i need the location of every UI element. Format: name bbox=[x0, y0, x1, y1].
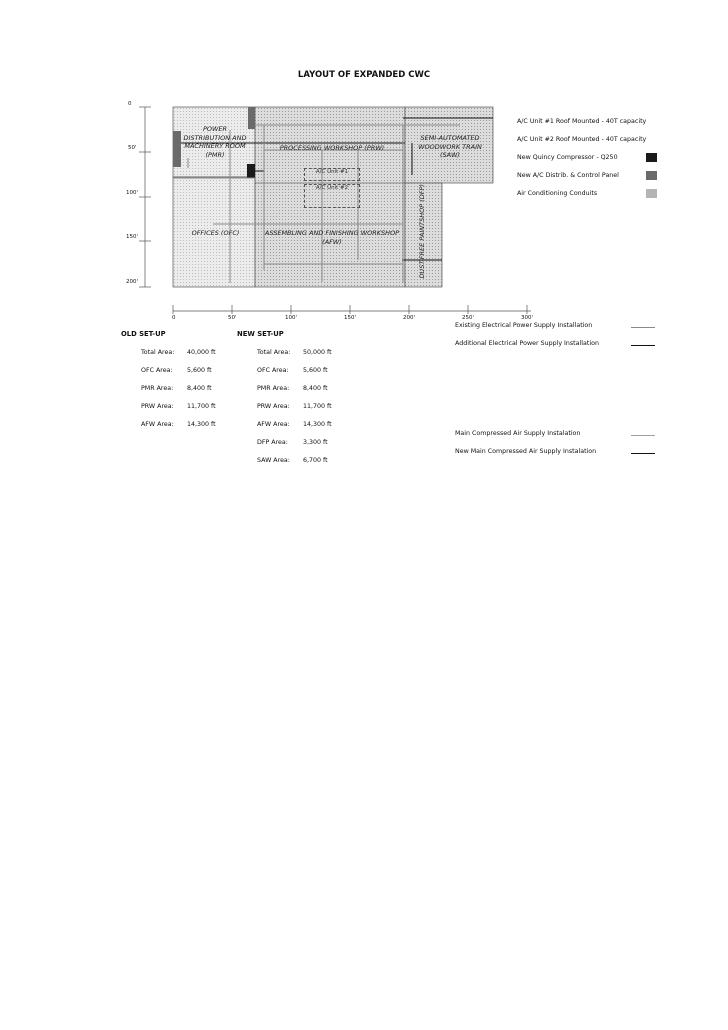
y-tick-label: 150' bbox=[126, 234, 139, 240]
old-setup-row-value: 14,300 ft bbox=[187, 421, 216, 428]
new-main-air-line bbox=[631, 453, 655, 454]
control-panel-swatch bbox=[646, 171, 657, 180]
y-tick-label: 0 bbox=[128, 101, 132, 107]
compressor-block bbox=[247, 164, 255, 178]
room-label-dfp: DUST-FREE PAINTSHOP (DFP) bbox=[417, 184, 426, 279]
existing-electrical-line bbox=[631, 327, 655, 328]
legend-ac-unit-1: A/C Unit #1 Roof Mounted - 40T capacity bbox=[517, 118, 647, 125]
y-tick-label: 50' bbox=[128, 145, 137, 151]
ac-unit-2-box bbox=[304, 184, 360, 208]
new-setup-heading: NEW SET-UP bbox=[237, 330, 284, 338]
new-setup-row-value: 14,300 ft bbox=[303, 421, 332, 428]
new-setup-row-label: SAW Area: bbox=[257, 457, 290, 464]
room-label-ofc: OFFICES (OFC) bbox=[191, 229, 240, 237]
x-tick-label: 250' bbox=[462, 315, 475, 321]
additional-electrical-line bbox=[631, 345, 655, 346]
room-label-pmr: POWER DISTRIBUTION AND MACHINERY ROOM (PMR) bbox=[183, 125, 247, 159]
y-tick-label: 100' bbox=[126, 190, 139, 196]
new-setup-row-label: AFW Area: bbox=[257, 421, 290, 428]
new-setup-row-label: DFP Area: bbox=[257, 439, 288, 446]
x-tick-label: 200' bbox=[403, 315, 416, 321]
legend-existing-electrical: Existing Electrical Power Supply Installation bbox=[455, 322, 655, 332]
old-setup-row-label: PMR Area: bbox=[141, 385, 174, 392]
main-air-line bbox=[631, 435, 655, 436]
new-setup-row-value: 11,700 ft bbox=[303, 403, 332, 410]
old-setup-row-value: 11,700 ft bbox=[187, 403, 216, 410]
new-setup-row-value: 5,600 ft bbox=[303, 367, 328, 374]
legend-ac-unit-2: A/C Unit #2 Roof Mounted - 40T capacity bbox=[517, 136, 647, 143]
legend-main-air: Main Compressed Air Supply Instalation bbox=[455, 430, 655, 440]
ac-unit-1-label: A/C Unit #1 bbox=[315, 169, 349, 175]
x-axis bbox=[173, 305, 531, 314]
legend-new-main-air: New Main Compressed Air Supply Instalation bbox=[455, 448, 655, 458]
old-setup-row-value: 40,000 ft bbox=[187, 349, 216, 356]
old-setup-row-value: 5,600 ft bbox=[187, 367, 212, 374]
old-setup-heading: OLD SET-UP bbox=[121, 330, 166, 338]
page-title: LAYOUT OF EXPANDED CWC bbox=[297, 70, 431, 80]
compressor-swatch bbox=[646, 153, 657, 162]
new-setup-row-value: 50,000 ft bbox=[303, 349, 332, 356]
new-setup-row-label: OFC Area: bbox=[257, 367, 289, 374]
x-tick-label: 50' bbox=[228, 315, 237, 321]
ac-unit-1-box bbox=[304, 168, 360, 181]
legend-additional-electrical: Additional Electrical Power Supply Installation bbox=[455, 340, 655, 350]
y-tick-label: 200' bbox=[126, 279, 139, 285]
legend-ac-conduits: Air Conditioning Conduits bbox=[517, 189, 657, 201]
x-tick-label: 150' bbox=[344, 315, 357, 321]
new-setup-row-value: 8,400 ft bbox=[303, 385, 328, 392]
y-axis bbox=[139, 107, 151, 287]
x-tick-label: 100' bbox=[285, 315, 298, 321]
legend-compressor: New Quincy Compressor - Q250 bbox=[517, 153, 657, 165]
new-setup-row-label: PRW Area: bbox=[257, 403, 290, 410]
old-setup-row-label: AFW Area: bbox=[141, 421, 174, 428]
new-setup-row-label: Total Area: bbox=[257, 349, 291, 356]
room-label-afw: ASSEMBLING AND FINISHING WORKSHOP (AFW) bbox=[264, 229, 400, 246]
x-tick-label: 300' bbox=[521, 315, 534, 321]
old-setup-row-label: Total Area: bbox=[141, 349, 175, 356]
old-setup-row-value: 8,400 ft bbox=[187, 385, 212, 392]
old-setup-row-label: OFC Area: bbox=[141, 367, 173, 374]
new-setup-row-value: 3,300 ft bbox=[303, 439, 328, 446]
new-setup-row-label: PMR Area: bbox=[257, 385, 290, 392]
ac-unit-2-label: A/C Unit #2 bbox=[315, 185, 349, 191]
conduits-swatch bbox=[646, 189, 657, 198]
x-tick-label: 0 bbox=[172, 315, 176, 321]
room-label-saw: SEMI-AUTOMATED WOODWORK TRAIN (SAW) bbox=[418, 134, 482, 159]
new-setup-row-value: 6,700 ft bbox=[303, 457, 328, 464]
old-setup-row-label: PRW Area: bbox=[141, 403, 174, 410]
room-label-prw: PROCESSING WORKSHOP (PRW) bbox=[279, 144, 385, 152]
legend-control-panel: New A/C Distrib. & Control Panel bbox=[517, 171, 657, 183]
